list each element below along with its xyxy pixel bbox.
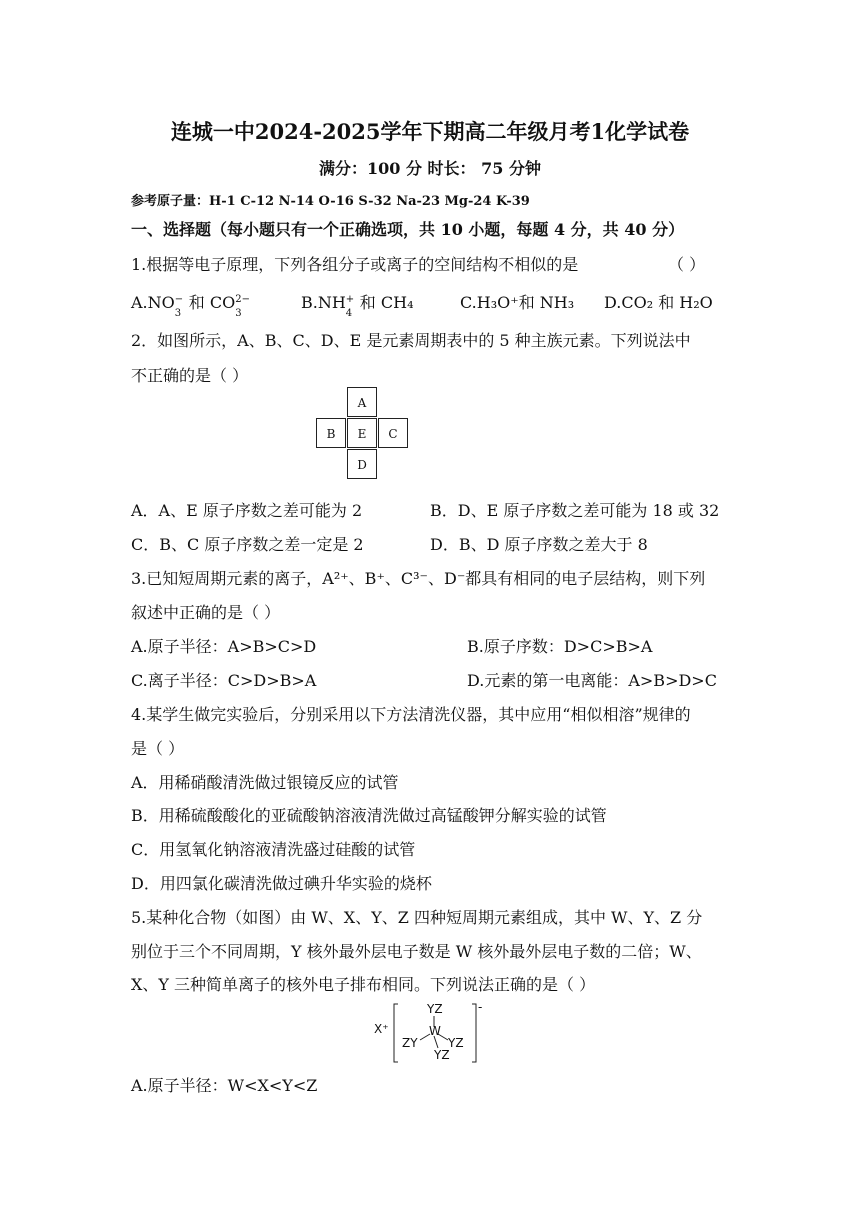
q2-option-b: B．D、E 原子序数之差可能为 18 或 32 — [430, 501, 720, 520]
q1-option-a — [131, 293, 257, 319]
q3-option-c: C.离子半径：C>D>B>A — [131, 671, 317, 690]
q1-b-sup: + — [345, 293, 355, 305]
q1-a-prefix: A.NO — [131, 293, 175, 312]
atomic-masses: 参考原子量：H-1 C-12 N-14 O-16 S-32 Na-23 Mg-24 K-39 — [131, 194, 530, 209]
structure-top: YZ — [427, 1002, 443, 1016]
q1-b-prefix: B.NH — [301, 293, 346, 312]
q1-option-b — [301, 293, 414, 319]
grid-cell-center: E — [347, 418, 377, 448]
structure-right: YZ — [448, 1036, 464, 1050]
q4-option-a: A．用稀硝酸清洗做过银镜反应的试管 — [131, 773, 399, 792]
q5-stem-line3: X、Y 三种简单离子的核外电子排布相同。下列说法正确的是（ ） — [131, 975, 596, 994]
exam-info: 满分：100 分 时长： 75 分钟 — [319, 159, 541, 178]
q4-option-d: D．用四氯化碳清洗做过碘升华实验的烧杯 — [131, 874, 432, 893]
structure-charge: - — [478, 1000, 483, 1014]
q1-a-sup: − — [174, 293, 184, 305]
q2-option-d: D．B、D 原子序数之差大于 8 — [430, 535, 648, 554]
q4-stem-line2: 是（ ） — [131, 739, 185, 758]
q1-stem — [131, 255, 706, 275]
q1-a-mid: 和 CO — [188, 293, 236, 312]
q2-option-a: A．A、E 原子序数之差可能为 2 — [131, 501, 363, 520]
q3-stem-line1: 3.已知短周期元素的离子，A²⁺、B⁺、C³⁻、D⁻都具有相同的电子层结构，则下列 — [131, 569, 706, 588]
q3-option-a: A.原子半径：A>B>C>D — [131, 637, 317, 656]
q1-b-rest: 和 CH₄ — [359, 293, 414, 312]
grid-cell-bottom: D — [347, 449, 377, 479]
q1-option-d: D.CO₂ 和 H₂O — [604, 293, 713, 312]
q2-option-c: C．B、C 原子序数之差一定是 2 — [131, 535, 364, 554]
q1-a2-sub: 3 — [235, 307, 242, 319]
q5-stem-line2: 别位于三个不同周期，Y 核外最外层电子数是 W 核外最外层电子数的二倍；W、 — [131, 942, 702, 961]
grid-cell-top: A — [347, 387, 377, 417]
q5-option-a: A.原子半径：W<X<Y<Z — [131, 1076, 318, 1095]
page-title: 连城一中2024-2025学年下期高二年级月考1化学试卷 — [170, 119, 690, 144]
q1-b-sub: 4 — [345, 307, 353, 319]
structure-left: ZY — [402, 1036, 418, 1050]
q1-option-c: C.H₃O⁺和 NH₃ — [460, 293, 575, 312]
structure-bottom: YZ — [434, 1048, 450, 1062]
structure-center: W — [429, 1024, 441, 1038]
q3-stem-line2: 叙述中正确的是（ ） — [131, 603, 281, 622]
compound-structure-figure — [372, 1000, 492, 1068]
q2-stem-line2: 不正确的是（ ） — [131, 366, 249, 385]
q1-a-sub: 3 — [174, 307, 182, 319]
q3-option-d: D.元素的第一电离能：A>B>D>C — [467, 671, 717, 690]
q1-bracket: （ ） — [668, 255, 706, 274]
grid-cell-left: B — [316, 418, 346, 448]
structure-cation: X⁺ — [374, 1022, 389, 1036]
q4-stem-line1: 4.某学生做完实验后，分别采用以下方法清洗仪器，其中应用“相似相溶”规律的 — [131, 705, 691, 724]
q4-option-c: C．用氢氧化钠溶液清洗盛过硅酸的试管 — [131, 840, 416, 859]
q1-a2-sup: 2− — [235, 293, 250, 305]
q4-option-b: B．用稀硫酸酸化的亚硫酸钠溶液清洗做过高锰酸钾分解实验的试管 — [131, 806, 607, 825]
q2-stem-line1: 2．如图所示，A、B、C、D、E 是元素周期表中的 5 种主族元素。下列说法中 — [131, 331, 691, 350]
grid-cell-right: C — [378, 418, 408, 448]
q5-stem-line1: 5.某种化合物（如图）由 W、X、Y、Z 四种短周期元素组成，其中 W、Y、Z 分 — [131, 908, 703, 927]
q3-option-b: B.原子序数：D>C>B>A — [467, 637, 653, 656]
q1-stem-text: 1.根据等电子原理，下列各组分子或离子的空间结构不相似的是 — [131, 255, 579, 274]
section-header: 一、选择题（每小题只有一个正确选项，共 10 小题，每题 4 分，共 40 分） — [131, 220, 685, 239]
